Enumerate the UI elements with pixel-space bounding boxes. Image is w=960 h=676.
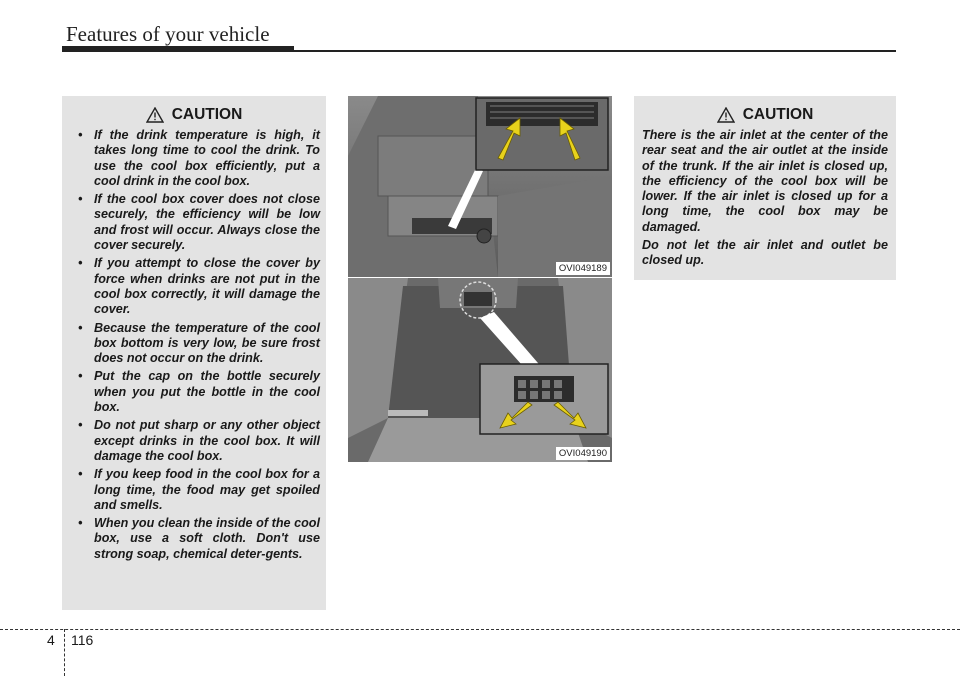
page-number: 116 bbox=[71, 632, 94, 648]
caution-list bbox=[68, 128, 320, 562]
air-inlet-illustration bbox=[348, 96, 612, 277]
caution-title: CAUTION bbox=[171, 106, 243, 123]
caution-paragraph: Do not let the air inlet and outlet be closed up. bbox=[642, 238, 888, 268]
caution-paragraph: There is the air inlet at the center of the rear seat and the air outlet at the inside of the trunk. If the air inlet is closed up, the efficiency of the cool box will be lower. If the air inlet is closed up for a long time, the cool box may be damaged. bbox=[642, 128, 888, 234]
caution-item: • If you keep food in the cool box for a long time, the food may get spoiled and smells. bbox=[78, 467, 320, 512]
caution-item: • If the cool box cover does not close securely, the efficiency will be low and frost will occur. Always close the cover securely. bbox=[78, 192, 320, 253]
caution-item: • Put the cap on the bottle securely when you put the bottle in the cool box. bbox=[78, 369, 320, 415]
warning-triangle-icon bbox=[717, 107, 735, 123]
caution-item: • If you attempt to close the cover by force when drinks are not put in the cool box correctly, it will damage the cover. bbox=[78, 256, 320, 317]
footer-rule bbox=[0, 629, 960, 630]
footer-divider bbox=[64, 629, 65, 676]
air-outlet-photo bbox=[348, 278, 612, 462]
air-outlet-illustration bbox=[348, 278, 612, 462]
caution-item: • Because the temperature of the cool box bottom is very low, be sure frost does not occur on the drink. bbox=[78, 320, 320, 366]
caution-box-air-inlet bbox=[634, 96, 896, 280]
header-rule bbox=[62, 50, 896, 52]
chapter-number: 4 bbox=[47, 632, 55, 648]
caution-title: CAUTION bbox=[742, 106, 814, 123]
caution-item: • Do not put sharp or any other object except drinks in the cool box. It will damage the cool box. bbox=[78, 418, 320, 463]
image-caption: OVI049189 bbox=[556, 262, 610, 275]
air-inlet-photo bbox=[348, 96, 612, 277]
caution-item: • If the drink temperature is high, it takes long time to cool the drink. To use the cool box efficiently, put a cool drink in the cool box. bbox=[78, 128, 320, 188]
page-header-title: Features of your vehicle bbox=[66, 22, 270, 46]
caution-item: • When you clean the inside of the cool box, use a soft cloth. Don't use strong soap, chemical deter-gents. bbox=[78, 516, 320, 561]
caution-heading bbox=[642, 106, 888, 124]
caution-box-cool-box bbox=[62, 96, 326, 610]
warning-triangle-icon bbox=[146, 107, 164, 123]
caution-heading bbox=[68, 106, 320, 124]
image-caption: OVI049190 bbox=[556, 447, 610, 460]
